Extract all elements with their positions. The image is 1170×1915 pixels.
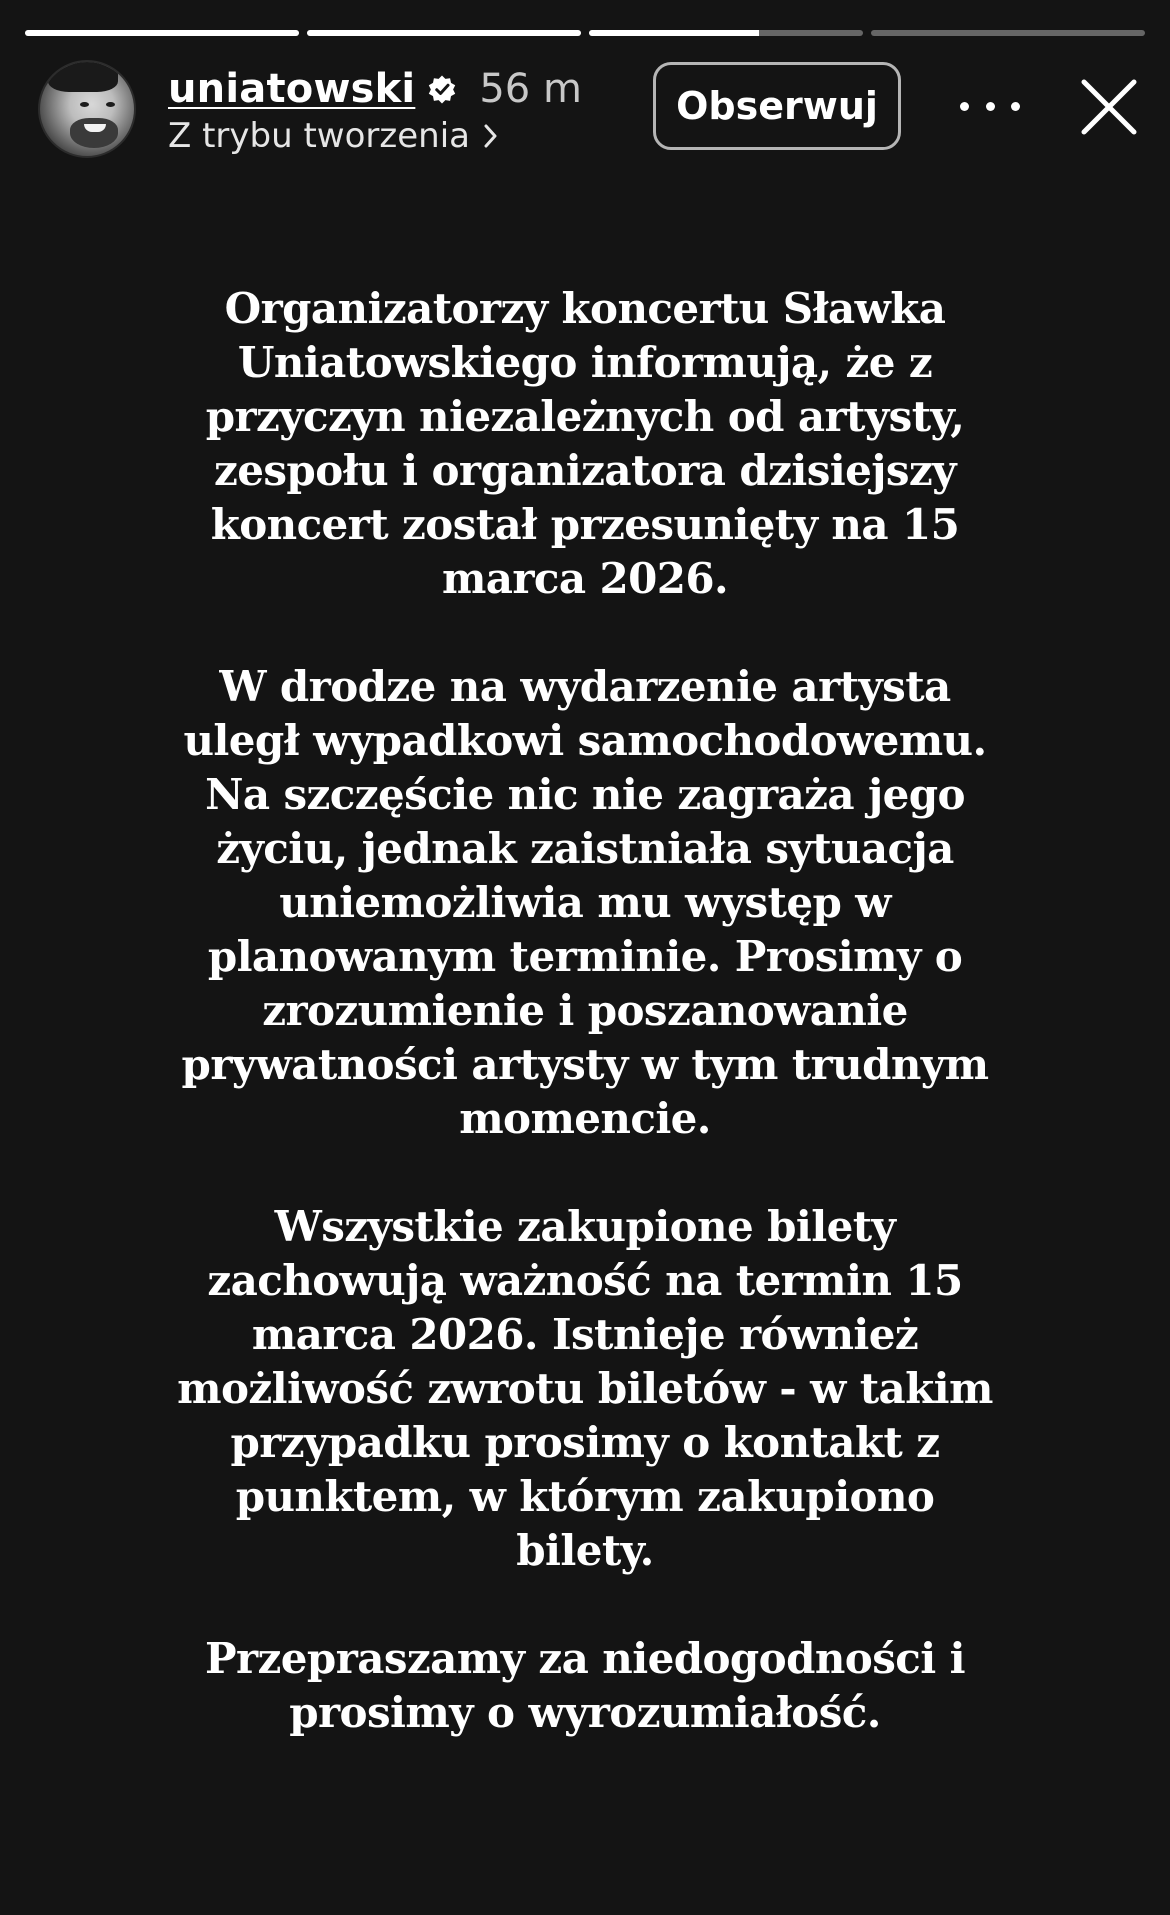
story-paragraph-4: Przepraszamy za niedogodności i prosimy o wyrozumiałość. (205, 1634, 965, 1737)
story-paragraph-2: W drodze na wydarzenie artysta uległ wypadkowi samochodowemu. Na szczęście nic nie zagraża jego życiu, jednak zaistniała sytuacja uniemożliwia mu występ w planowanym terminie. Prosimy o zrozumienie i poszanowanie prywatności artysty w tym trudnym momencie. (181, 662, 989, 1143)
avatar[interactable] (38, 60, 136, 158)
progress-segment-3 (589, 30, 863, 36)
more-options-icon[interactable] (960, 86, 1020, 126)
time-ago: 56 m (479, 66, 582, 112)
subtitle-label: Z trybu tworzenia (168, 116, 470, 156)
story-paragraph-1: Organizatorzy koncertu Sławka Uniatowskiego informują, że z przyczyn niezależnych od artysty, zespołu i organizatora dzisiejszy koncert został przesunięty na 15 marca 2026. (205, 284, 965, 603)
story-progress-bar (25, 30, 1145, 36)
story-text (160, 282, 1010, 1794)
story-header (0, 60, 1170, 160)
creation-mode-link[interactable] (168, 116, 500, 156)
close-icon[interactable] (1078, 76, 1140, 138)
progress-segment-1 (25, 30, 299, 36)
chevron-right-icon (482, 122, 500, 150)
username-link[interactable]: uniatowski (168, 66, 416, 112)
user-row (168, 64, 582, 114)
story-paragraph-3: Wszystkie zakupione bilety zachowują ważność na termin 15 marca 2026. Istnieje również możliwość zwrotu biletów - w takim przypadku prosimy o kontakt z punktem, w którym zakupiono bilety. (177, 1202, 993, 1575)
progress-segment-2 (307, 30, 581, 36)
progress-segment-4 (871, 30, 1145, 36)
verified-badge-icon (427, 74, 457, 104)
follow-button[interactable]: Obserwuj (653, 62, 901, 150)
